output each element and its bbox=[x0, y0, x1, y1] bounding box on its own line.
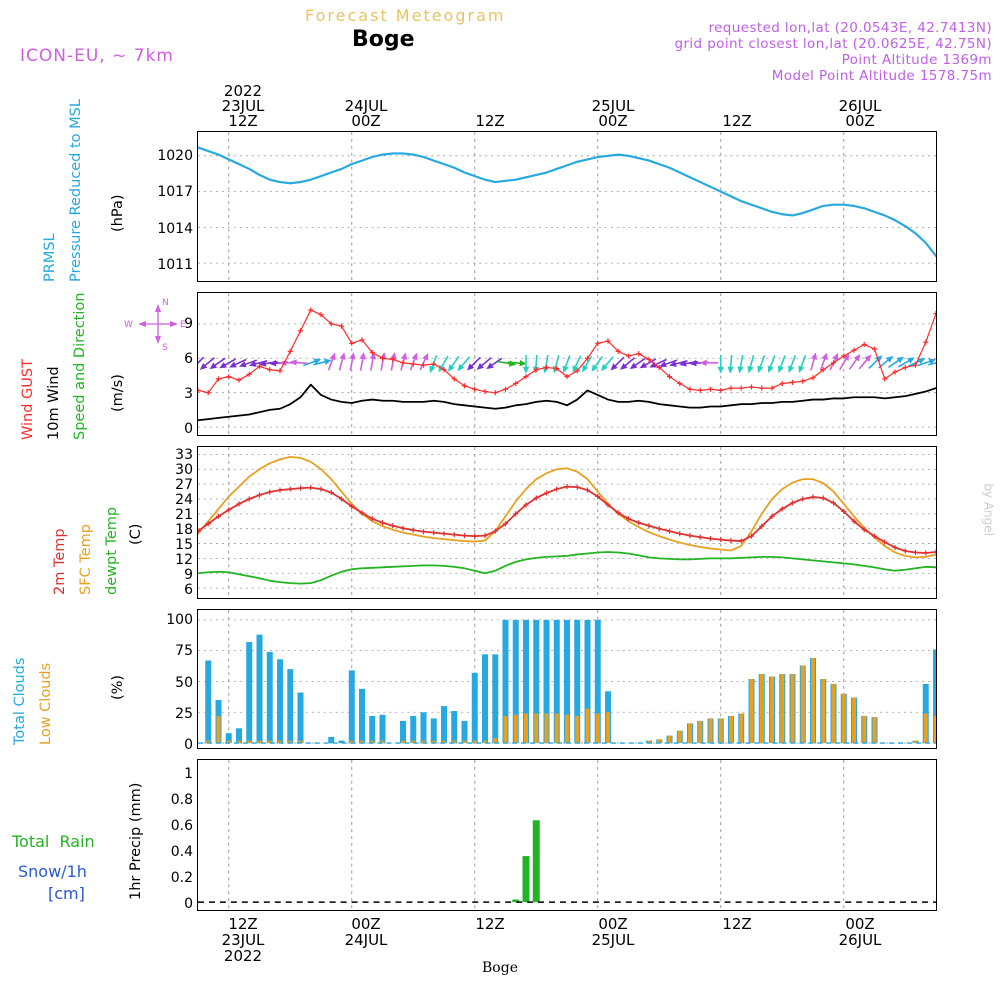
label-wind-gust: Wind GUST bbox=[20, 359, 36, 440]
y-tick-label: 0.2 bbox=[170, 870, 193, 887]
top-time-axis bbox=[0, 82, 1000, 130]
y-tick-label: 24 bbox=[175, 491, 193, 508]
top-axis-tick: 2022 bbox=[223, 82, 263, 100]
label-total-clouds: Total Clouds bbox=[12, 657, 28, 745]
y-tick-label: 30 bbox=[175, 461, 193, 478]
panel-temperature bbox=[175, 446, 937, 599]
label-total-rain: Total Rain bbox=[12, 832, 95, 851]
y-tick-label: 0.4 bbox=[170, 844, 193, 861]
y-tick-label: 50 bbox=[175, 674, 193, 691]
y-tick-label: 1011 bbox=[157, 256, 193, 273]
bottom-axis-tick: 00Z bbox=[598, 915, 628, 933]
label-sfc-temp: SFC Temp bbox=[78, 524, 94, 595]
svg-text:N: N bbox=[162, 298, 169, 308]
y-tick-label: 0.6 bbox=[170, 818, 193, 835]
model-label: ICON-EU, ~ 7km bbox=[20, 46, 174, 66]
y-tick-label: 0 bbox=[184, 421, 193, 437]
wind-compass bbox=[122, 296, 192, 351]
unit-celsius: (C) bbox=[128, 523, 144, 545]
y-tick-label: 12 bbox=[175, 551, 193, 568]
precip-plot bbox=[198, 760, 936, 910]
bottom-axis-tick: 00Z bbox=[351, 915, 381, 933]
bottom-axis-tick: 00Z bbox=[845, 915, 875, 933]
label-low-clouds: Low Clouds bbox=[38, 662, 54, 745]
top-axis-tick: 00Z bbox=[845, 112, 875, 130]
y-tick-label: 21 bbox=[175, 506, 193, 523]
bottom-axis-tick: 12Z bbox=[475, 915, 505, 933]
y-tick-label: 1017 bbox=[157, 184, 193, 201]
y-tick-label: 0.8 bbox=[170, 792, 193, 809]
y-tick-label: 9 bbox=[184, 316, 193, 333]
gridpoint-coordinates: grid point closest lon,lat (20.0625E, 42.75N) bbox=[674, 36, 992, 52]
top-axis-tick: 00Z bbox=[598, 112, 628, 130]
top-axis-tick: 00Z bbox=[351, 112, 381, 130]
label-10m-wind: 10m Wind bbox=[46, 366, 62, 440]
bottom-time-axis bbox=[0, 915, 1000, 965]
point-altitude: Point Altitude 1369m bbox=[841, 52, 992, 68]
y-tick-label: 6 bbox=[184, 581, 193, 598]
clouds-plot bbox=[198, 610, 936, 748]
y-tick-label: 1 bbox=[184, 766, 193, 783]
bottom-axis-tick: 2022 bbox=[223, 947, 263, 965]
top-axis-tick: 12Z bbox=[228, 112, 258, 130]
bottom-axis-tick: 12Z bbox=[228, 915, 258, 933]
unit-hpa: (hPa) bbox=[110, 194, 126, 232]
panel-pressure bbox=[157, 131, 937, 282]
page-title: Boge bbox=[352, 27, 415, 52]
watermark: by Angel bbox=[982, 483, 996, 536]
y-tick-label: 9 bbox=[184, 566, 193, 583]
y-tick-label: 15 bbox=[175, 536, 193, 553]
label-snow-unit: [cm] bbox=[48, 884, 85, 903]
unit-1hr-precip: 1hr Precip (mm) bbox=[128, 782, 144, 900]
temperature-plot bbox=[198, 447, 936, 598]
label-snow: Snow/1h bbox=[18, 862, 87, 881]
y-tick-label: 33 bbox=[175, 446, 193, 463]
unit-percent: (%) bbox=[110, 674, 126, 700]
label-dewpt-temp: dewpt Temp bbox=[104, 506, 120, 595]
y-tick-label: 1014 bbox=[157, 220, 193, 237]
label-2m-temp: 2m Temp bbox=[52, 528, 68, 595]
panel-precip bbox=[170, 759, 937, 912]
label-pressure-reduced: Pressure Reduced to MSL bbox=[68, 99, 84, 282]
y-tick-label: 100 bbox=[166, 612, 193, 628]
y-tick-label: 1020 bbox=[157, 148, 193, 165]
forecast-meteogram-title: Forecast Meteogram bbox=[305, 6, 506, 25]
y-tick-label: 6 bbox=[184, 351, 193, 368]
bottom-axis-tick: 26JUL bbox=[838, 931, 882, 949]
top-axis-tick: 26JUL bbox=[838, 97, 882, 115]
unit-ms: (m/s) bbox=[110, 374, 126, 412]
y-tick-label: 0 bbox=[184, 896, 193, 912]
label-prmsl: PRMSL bbox=[42, 233, 58, 282]
y-tick-label: 25 bbox=[175, 705, 193, 722]
y-tick-label: 3 bbox=[184, 386, 193, 403]
panel-clouds bbox=[166, 609, 937, 753]
top-axis-tick: 23JUL bbox=[221, 97, 265, 115]
y-tick-label: 0 bbox=[184, 737, 193, 753]
top-axis-tick: 12Z bbox=[722, 112, 752, 130]
top-axis-tick: 24JUL bbox=[344, 97, 388, 115]
bottom-axis-tick: 24JUL bbox=[344, 931, 388, 949]
pressure-plot bbox=[198, 132, 936, 281]
model-point-altitude: Model Point Altitude 1578.75m bbox=[771, 68, 992, 84]
top-axis-tick: 12Z bbox=[475, 112, 505, 130]
svg-text:W: W bbox=[124, 320, 133, 330]
bottom-axis-tick: 23JUL bbox=[221, 931, 265, 949]
bottom-station-label: Boge bbox=[482, 960, 518, 976]
top-axis-tick: 25JUL bbox=[591, 97, 635, 115]
y-tick-label: 75 bbox=[175, 643, 193, 660]
wind-plot bbox=[198, 293, 936, 435]
svg-text:E: E bbox=[180, 320, 186, 330]
svg-text:S: S bbox=[162, 343, 168, 351]
y-tick-label: 18 bbox=[175, 521, 193, 538]
bottom-axis-tick: 12Z bbox=[722, 915, 752, 933]
label-speed-direction: Speed and Direction bbox=[72, 292, 88, 440]
y-tick-label: 27 bbox=[175, 476, 193, 493]
requested-coordinates: requested lon,lat (20.0543E, 42.7413N) bbox=[708, 20, 992, 36]
panel-wind bbox=[184, 292, 937, 437]
bottom-axis-tick: 25JUL bbox=[591, 931, 635, 949]
